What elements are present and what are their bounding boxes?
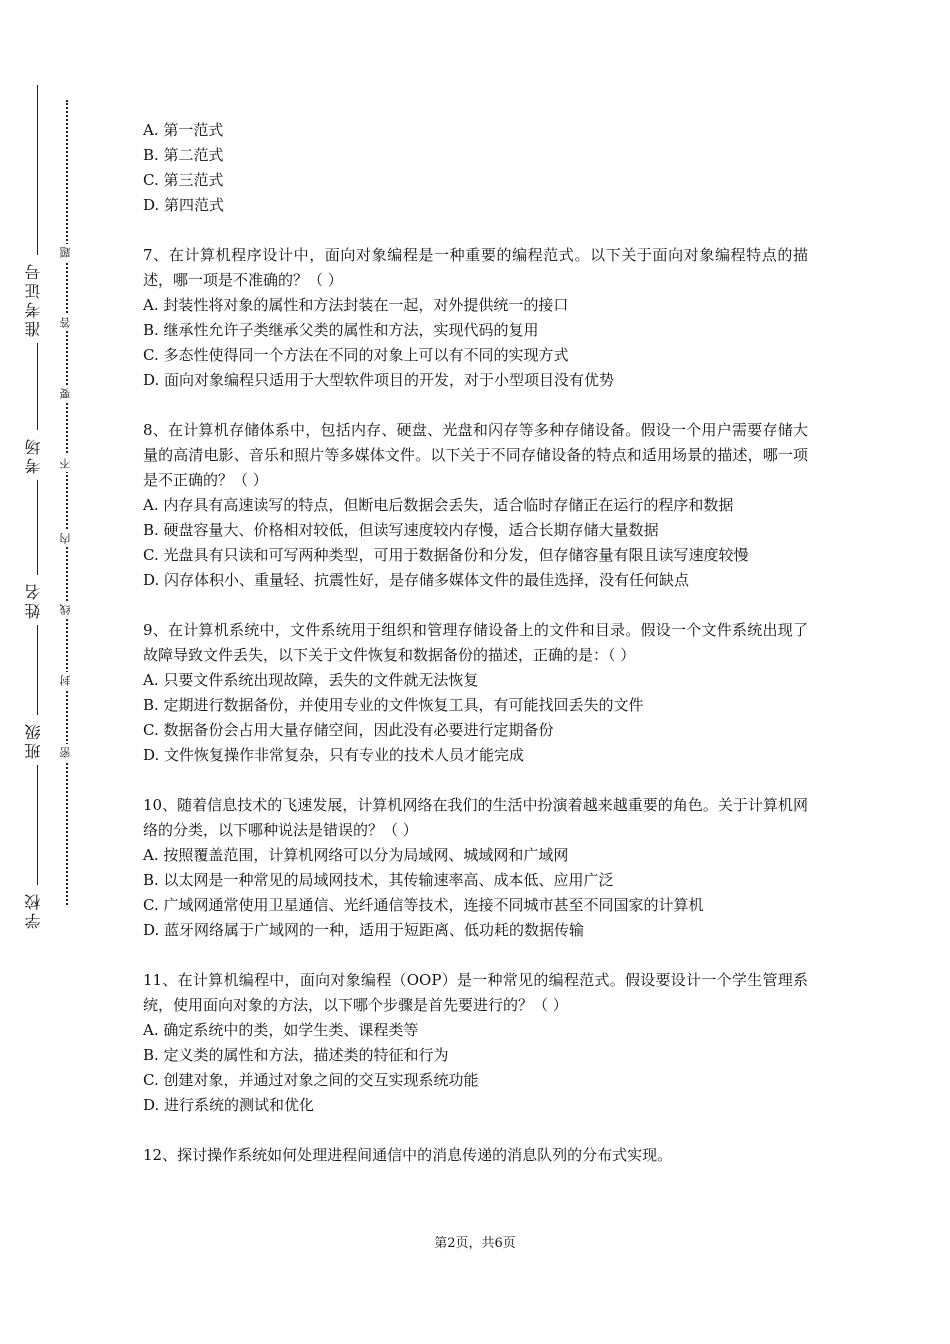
option-d: D. 蓝牙网络属于广域网的一种，适用于短距离、低功耗的数据传输	[143, 921, 585, 939]
binding-line-solid	[37, 85, 38, 930]
question-9	[143, 618, 808, 768]
page-number: 第2页，共6页	[434, 1236, 516, 1251]
option-b: B. 第二范式	[143, 146, 224, 164]
question-8	[143, 418, 808, 593]
question-text: 8、在计算机存储体系中，包括内存、硬盘、光盘和闪存等多种存储设备。假设一个用户需要存储大量的高清电影、音乐和照片等多媒体文件。以下关于不同存储设备的特点和适用场景的描述，哪一项是不正确的？（ ）	[143, 421, 808, 489]
option-d: D. 文件恢复操作非常复杂，只有专业的技术人员才能完成	[143, 746, 525, 764]
question-text: 7、在计算机程序设计中，面向对象编程是一种重要的编程范式。以下关于面向对象编程特点的描述，哪一项是不准确的？（ ）	[143, 246, 808, 289]
margin-label-exam-room: 考场	[22, 430, 52, 480]
option-b: B. 以太网是一种常见的局域网技术，其传输速率高、成本低、应用广泛	[143, 871, 614, 889]
question-6	[143, 118, 808, 218]
seal-char: 密	[58, 744, 76, 761]
option-c: C. 光盘具有只读和可写两种类型，可用于数据备份和分发，但存储容量有限且读写速度较慢	[143, 546, 749, 564]
question-text: 9、在计算机系统中，文件系统用于组织和管理存储设备上的文件和目录。假设一个文件系统出现了故障导致文件丢失，以下关于文件恢复和数据备份的描述，正确的是：（ ）	[143, 621, 808, 664]
margin-label-exam-number: 准考证号	[22, 255, 52, 343]
margin-label-school: 学校	[22, 885, 52, 935]
option-a: A. 确定系统中的类，如学生类、课程类等	[143, 1021, 419, 1039]
binding-line-dotted	[66, 100, 68, 905]
question-10	[143, 793, 808, 943]
option-b: B. 硬盘容量大、价格相对较低，但读写速度较内存慢，适合长期存储大量数据	[143, 521, 659, 539]
option-a: A. 内存具有高速读写的特点，但断电后数据会丢失，适合临时存储正在运行的程序和数据	[143, 496, 734, 514]
seal-char: 不	[58, 455, 76, 472]
seal-char: 封	[58, 672, 76, 689]
option-a: A. 封装性将对象的属性和方法封装在一起，对外提供统一的接口	[143, 296, 569, 314]
option-d: D. 面向对象编程只适用于大型软件项目的开发，对于小型项目没有优势	[143, 371, 615, 389]
question-12	[143, 1143, 808, 1168]
seal-char: 题	[58, 244, 76, 261]
option-b: B. 定义类的属性和方法，描述类的特征和行为	[143, 1046, 449, 1064]
option-c: C. 多态性使得同一个方法在不同的对象上可以有不同的实现方式	[143, 346, 569, 364]
seal-char: 线	[58, 601, 76, 618]
option-c: C. 创建对象，并通过对象之间的交互实现系统功能	[143, 1071, 479, 1089]
option-c: C. 广域网通常使用卫星通信、光纤通信等技术，连接不同城市甚至不同国家的计算机	[143, 896, 704, 914]
question-11	[143, 968, 808, 1118]
question-text: 12、探讨操作系统如何处理进程间通信中的消息传递的消息队列的分布式实现。	[143, 1146, 673, 1164]
question-list	[143, 118, 808, 1193]
option-a: A. 只要文件系统出现故障，丢失的文件就无法恢复	[143, 671, 479, 689]
question-7	[143, 243, 808, 393]
margin-label-class: 班级	[22, 715, 52, 765]
option-b: B. 继承性允许子类继承父类的属性和方法，实现代码的复用	[143, 321, 539, 339]
seal-char: 内	[58, 530, 76, 547]
question-text: 10、随着信息技术的飞速发展，计算机网络在我们的生活中扮演着越来越重要的角色。关于计算机网络的分类，以下哪种说法是错误的？（ ）	[143, 796, 808, 839]
margin-label-name: 姓名	[22, 575, 52, 625]
option-d: D. 闪存体积小、重量轻、抗震性好，是存储多媒体文件的最佳选择，没有任何缺点	[143, 571, 690, 589]
option-d: D. 进行系统的测试和优化	[143, 1096, 315, 1114]
option-c: C. 第三范式	[143, 171, 224, 189]
option-b: B. 定期进行数据备份，并使用专业的文件恢复工具，有可能找回丢失的文件	[143, 696, 644, 714]
question-text: 11、在计算机编程中，面向对象编程（OOP）是一种常见的编程范式。假设要设计一个学生管理系统，使用面向对象的方法，以下哪个步骤是首先要进行的？（ ）	[143, 971, 808, 1014]
option-a: A. 第一范式	[143, 121, 224, 139]
option-a: A. 按照覆盖范围，计算机网络可以分为局域网、城域网和广域网	[143, 846, 569, 864]
seal-char: 答	[58, 314, 76, 331]
option-c: C. 数据备份会占用大量存储空间，因此没有必要进行定期备份	[143, 721, 554, 739]
option-d: D. 第四范式	[143, 196, 225, 214]
seal-char: 要	[58, 385, 76, 402]
